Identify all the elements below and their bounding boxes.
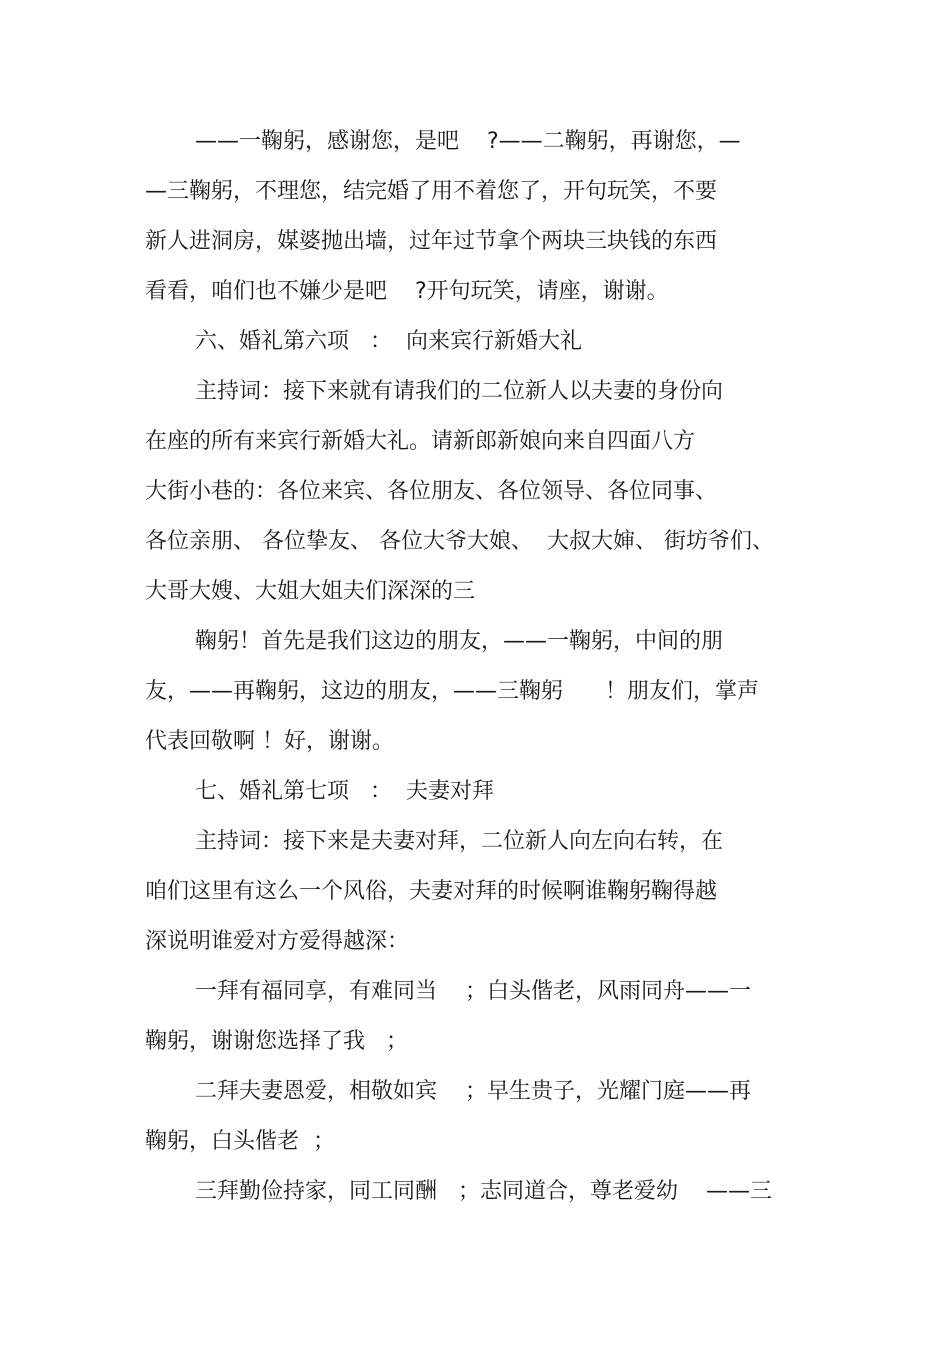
text-line: 主持词：接下来就有请我们的二位新人以夫妻的身份向	[195, 379, 724, 404]
text-line: 主持词：接下来是夫妻对拜，二位新人向左向右转，在	[195, 829, 724, 854]
text-line: 鞠躬！首先是我们这边的朋友，——一鞠躬，中间的朋	[195, 629, 724, 654]
text-line: 代表回敬啊 ！好，谢谢。	[145, 729, 394, 754]
text-line: 友，——再鞠躬，这边的朋友，——三鞠躬 ！朋友们，掌声	[145, 679, 759, 704]
text-line: 鞠躬，白头偕老 ；	[145, 1129, 335, 1154]
text-line: 咱们这里有这么一个风俗，夫妻对拜的时候啊谁鞠躬鞠得越	[145, 879, 718, 904]
text-line: 大哥大嫂、大姐大姐夫们深深的三	[145, 579, 476, 604]
text-line: 在座的所有来宾行新婚大礼。请新郎新娘向来自四面八方	[145, 429, 696, 454]
text-line: 鞠躬，谢谢您选择了我 ；	[145, 1029, 408, 1054]
text-line: 大街小巷的：各位来宾、各位朋友、各位领导、各位同事、	[145, 479, 718, 504]
text-line: 二拜夫妻恩爱，相敬如宾 ；早生贵子，光耀门庭——再	[195, 1079, 751, 1104]
text-line: 看看，咱们也不嫌少是吧 ?开句玩笑，请座，谢谢。	[145, 279, 669, 304]
text-line: ——一鞠躬，感谢您，是吧 ?——二鞠躬，再谢您，—	[195, 129, 741, 154]
text-line: 各位亲朋、 各位挚友、 各位大爷大娘、 大叔大婶、 街坊爷们、	[145, 529, 774, 554]
section-heading: 六、婚礼第六项 ： 向来宾行新婚大礼	[195, 329, 582, 354]
text-line: —三鞠躬，不理您，结完婚了用不着您了，开句玩笑，不要	[145, 179, 718, 204]
text-line: 一拜有福同享，有难同当 ；白头偕老，风雨同舟——一	[195, 979, 751, 1004]
text-line: 三拜勤俭持家，同工同酬 ；志同道合，尊老爱幼 ——三	[195, 1179, 772, 1204]
text-line: 深说明谁爱对方爱得越深：	[145, 929, 410, 954]
section-heading: 七、婚礼第七项 ： 夫妻对拜	[195, 779, 494, 804]
text-line: 新人进洞房，媒婆抛出墙，过年过节拿个两块三块钱的东西	[145, 229, 718, 254]
